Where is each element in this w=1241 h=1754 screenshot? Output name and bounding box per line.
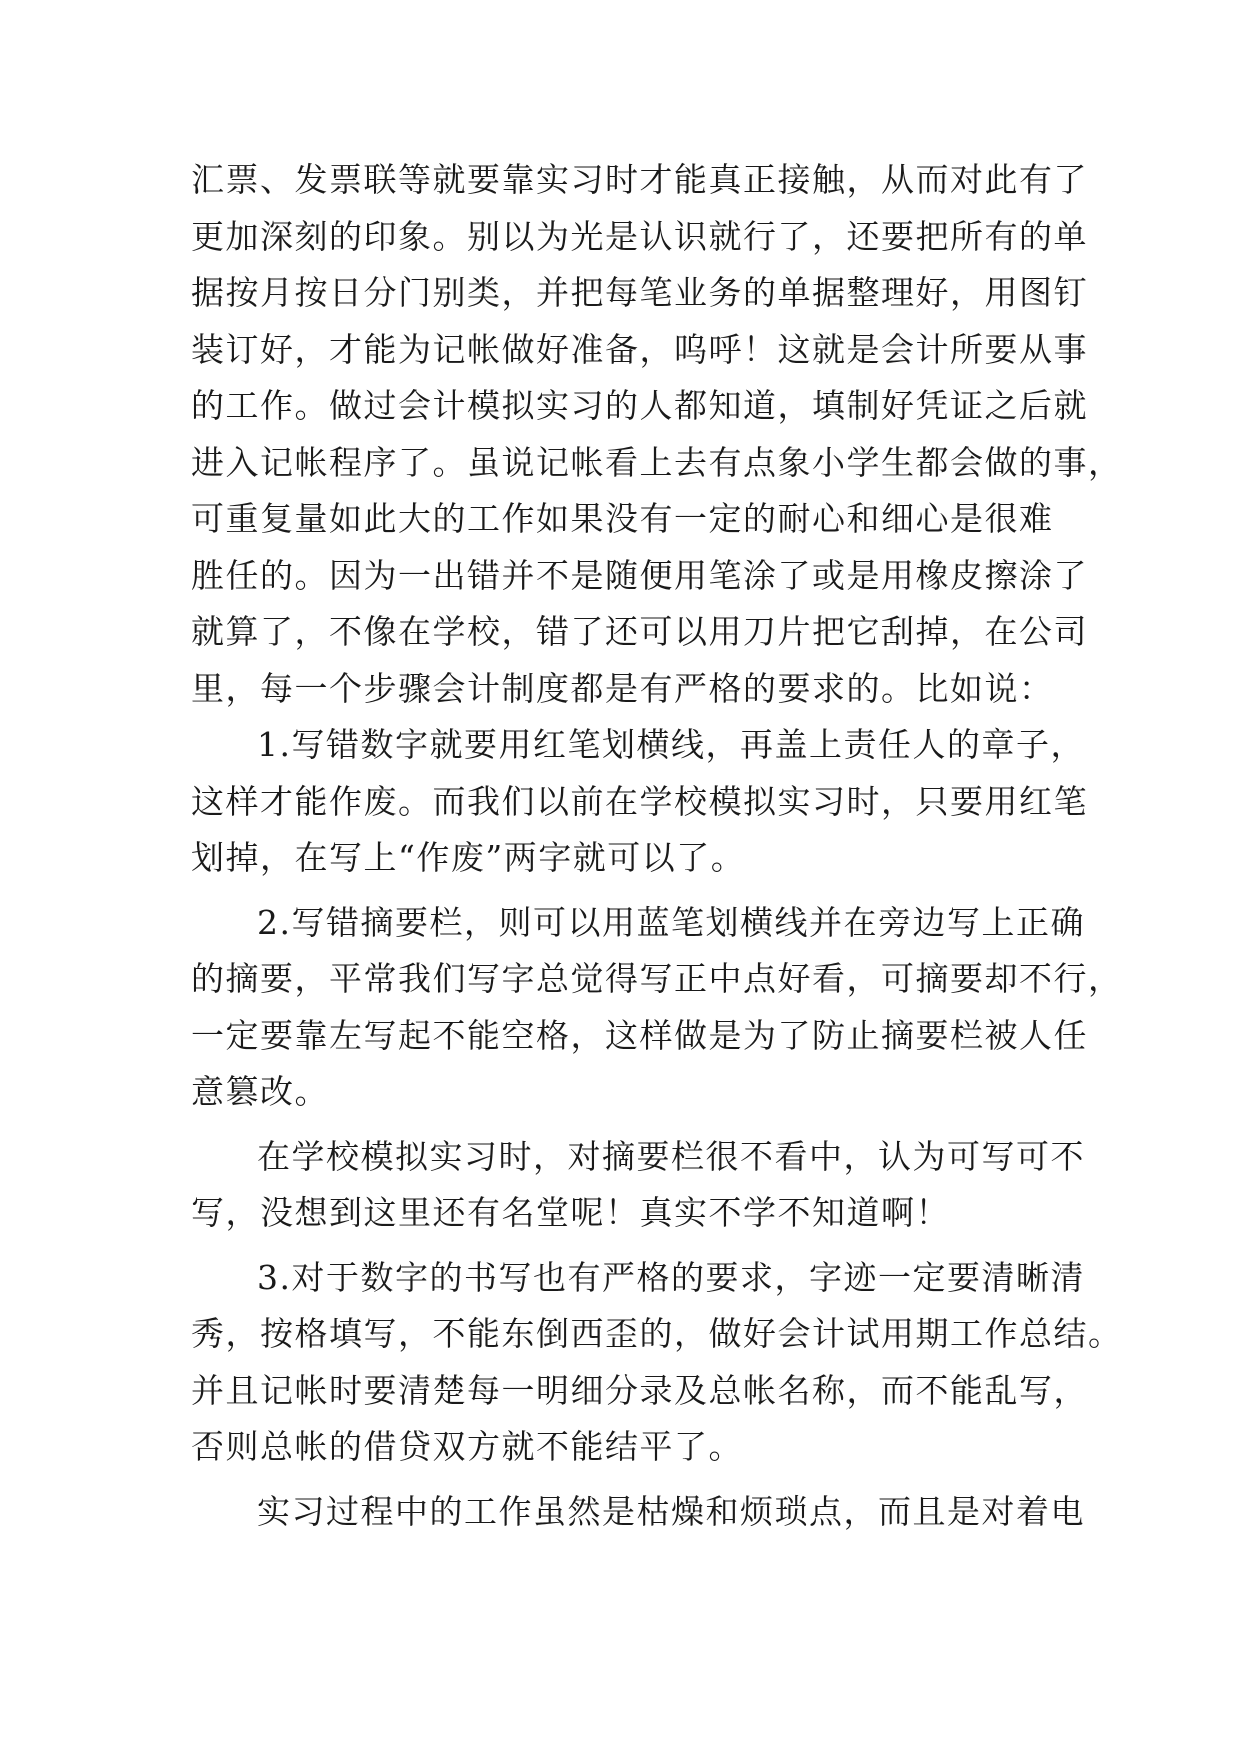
text-line: 1.写错数字就要用红笔划横线，再盖上责任人的章子， (257, 725, 1085, 764)
paragraph-5 (191, 1250, 1123, 1476)
text-line: 据按月按日分门别类，并把每笔业务的单据整理好，用图钉 (191, 273, 1088, 312)
paragraph-gap (191, 1242, 1051, 1250)
document-body (191, 152, 1123, 1540)
text-line: 在学校模拟实习时，对摘要栏很不看中，认为可写可不 (257, 1136, 1085, 1176)
text-line: 这样才能作废。而我们以前在学校模拟实习时，只要用红笔 (191, 781, 1088, 821)
text-line: 一定要靠左写起不能空格，这样做是为了防止摘要栏被人任 (191, 1015, 1088, 1055)
paragraph-1 (191, 152, 1123, 717)
text-line: 并且记帐时要清楚每一明细分录及总帐名称，而不能乱写， (191, 1370, 1088, 1410)
paragraph-gap (191, 1121, 1051, 1129)
text-line: 可重复量如此大的工作如果没有一定的耐心和细心是很难 (191, 499, 1054, 538)
paragraph-3 (191, 895, 1123, 1121)
text-line: 3.对于数字的书写也有严格的要求，字迹一定要清晰清 (257, 1257, 1085, 1297)
text-line: 实习过程中的工作虽然是枯燥和烦琐点，而且是对着电 (257, 1491, 1085, 1531)
text-line: 更加深刻的印象。别以为光是认识就行了，还要把所有的单 (191, 216, 1088, 256)
paragraph-4 (191, 1129, 1085, 1242)
paragraph-gap (191, 1476, 1051, 1484)
text-line: 装订好，才能为记帐做好准备，呜呼！这就是会计所要从事 (191, 329, 1088, 369)
text-line: 里，每一个步骤会计制度都是有严格的要求的。比如说： (191, 668, 1054, 708)
paragraph-gap (191, 887, 1051, 895)
paragraph-6 (191, 1484, 1085, 1541)
text-line: 就算了，不像在学校，错了还可以用刀片把它刮掉，在公司 (191, 612, 1088, 651)
text-line: 写，没想到这里还有名堂呢！真实不学不知道啊！ (191, 1193, 950, 1232)
text-line: 2.写错摘要栏，则可以用蓝笔划横线并在旁边写上正确 (257, 902, 1085, 942)
text-line: 进入记帐程序了。虽说记帐看上去有点象小学生都会做的事， (191, 442, 1123, 482)
text-line: 汇票、发票联等就要靠实习时才能真正接触，从而对此有了 (191, 160, 1088, 199)
text-line: 划掉，在写上“作废”两字就可以了。 (191, 838, 746, 877)
text-line: 秀，按格填写，不能东倒西歪的，做好会计试用期工作总结。 (191, 1314, 1123, 1353)
paragraph-2 (191, 717, 1088, 887)
text-line: 的工作。做过会计模拟实习的人都知道，填制好凭证之后就 (191, 386, 1088, 425)
text-line: 否则总帐的借贷双方就不能结平了。 (191, 1427, 743, 1466)
text-line: 意篡改。 (191, 1072, 329, 1111)
text-line: 胜任的。因为一出错并不是随便用笔涂了或是用橡皮擦涂了 (191, 555, 1088, 595)
text-line: 的摘要，平常我们写字总觉得写正中点好看，可摘要却不行， (191, 959, 1123, 998)
